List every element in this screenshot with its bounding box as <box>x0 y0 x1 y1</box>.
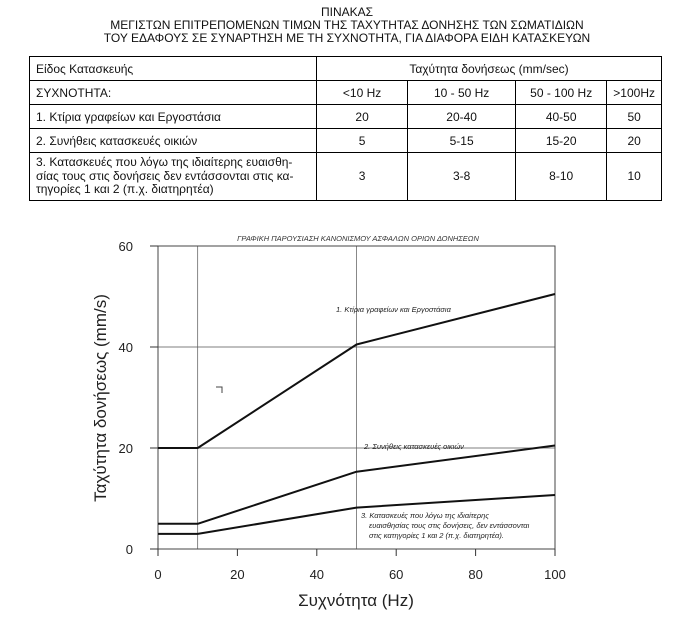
table-cell: 20-40 <box>408 105 516 129</box>
doc-title: ΠΙΝΑΚΑΣ <box>320 5 374 19</box>
table-cell: 20 <box>316 105 407 129</box>
chart-title: ΓΡΑΦΙΚΗ ΠΑΡΟΥΣΙΑΣΗ ΚΑΝΟΝΙΣΜΟΥ ΑΣΦΑΛΩΝ ΟΡΙΩΝ ΔΟΝΗΣΕΩΝ <box>237 234 479 243</box>
table-cell: 40-50 <box>516 105 607 129</box>
table-cell: 15-20 <box>516 129 607 153</box>
row-label-line: σίας τους στις δονήσεις δεν εντάσσονται στις κα- <box>36 168 294 183</box>
table-cell: 5 <box>316 129 407 153</box>
chart-grid <box>158 246 555 549</box>
x-tick-label: 40 <box>309 567 325 582</box>
doc-subtitle-line-2: ΤΟΥ ΕΔΑΦΟΥΣ ΣΕ ΣΥΝΑΡΤΗΣΗ ΜΕ ΤΗ ΣΥΧΝΟΤΗΤΑ, ΓΙΑ ΔΙΑΦΟΡΑ ΕΙΔΗ ΚΑΤΑΣΚΕΥΩΝ <box>103 31 591 45</box>
row-label: 2. Συνήθεις κατασκευές οικιών <box>30 129 317 153</box>
x-axis <box>154 549 565 582</box>
table-cell: 5-15 <box>408 129 516 153</box>
row-label-line: τηγορίες 1 και 2 (π.χ. διατηρητέα) <box>36 182 214 196</box>
series-3-annotation-line: στις κατηγορίες 1 και 2 (π.χ. διατηρητέα). <box>369 531 504 540</box>
y-tick-label: 0 <box>125 542 133 557</box>
series-1-annotation: 1. Κτίρια γραφείων και Εργοστάσια <box>336 305 451 314</box>
freq-col: >100Hz <box>607 81 662 105</box>
doc-subtitle-line-1: ΜΕΓΙΣΤΩΝ ΕΠΙΤΡΕΠΟΜΕΝΩΝ ΤΙΜΩΝ ΤΗΣ ΤΑΧΥΤΗΤΑΣ ΔΟΝΗΣΗΣ ΤΩΝ ΣΩΜΑΤΙΔΙΩΝ <box>110 18 584 32</box>
row-label-line: 3. Κατασκευές που λόγω της ιδιαίτερης ευαισθη- <box>36 155 293 169</box>
table-cell: 50 <box>607 105 662 129</box>
table-cell: 3-8 <box>408 153 516 201</box>
y-tick-label: 40 <box>118 340 133 355</box>
freq-col: 10 - 50 Hz <box>408 81 516 105</box>
x-tick-label: 20 <box>230 567 245 582</box>
header-vibration-velocity: Ταχύτητα δονήσεως (mm/sec) <box>316 57 661 81</box>
table-cell: 10 <box>607 153 662 201</box>
y-tick-label: 60 <box>118 239 133 254</box>
header-construction-type: Είδος Κατασκευής <box>30 57 317 81</box>
series-3-annotation-line: 3. Κατασκευές που λόγω της ιδιαίτερης <box>361 511 489 520</box>
x-tick-label: 0 <box>154 567 162 582</box>
x-tick-label: 80 <box>468 567 483 582</box>
series-2-annotation: 2. Συνήθεις κατασκευές οικιών <box>364 442 464 451</box>
y-axis-label: Ταχύτητα δονήσεως (mm/s) <box>91 294 110 502</box>
y-axis <box>119 239 158 557</box>
series-3-annotation-line: ευαισθησίας τους στις δονήσεις, δεν εντάσσονται <box>369 521 530 530</box>
x-tick-label: 60 <box>388 567 404 582</box>
x-tick-label: 100 <box>544 567 566 582</box>
freq-col: <10 Hz <box>316 81 407 105</box>
frequency-label: ΣΥΧΝΟΤΗΤΑ: <box>30 81 317 105</box>
table-cell: 3 <box>316 153 407 201</box>
row-label: 1. Κτίρια γραφείων και Εργοστάσια <box>30 105 317 129</box>
table-cell: 20 <box>607 129 662 153</box>
y-tick-label: 20 <box>118 441 133 456</box>
table-cell: 8-10 <box>516 153 607 201</box>
x-axis-label: Συχνότητα (Hz) <box>298 591 414 610</box>
corner-mark-icon <box>216 387 222 393</box>
freq-col: 50 - 100 Hz <box>516 81 607 105</box>
